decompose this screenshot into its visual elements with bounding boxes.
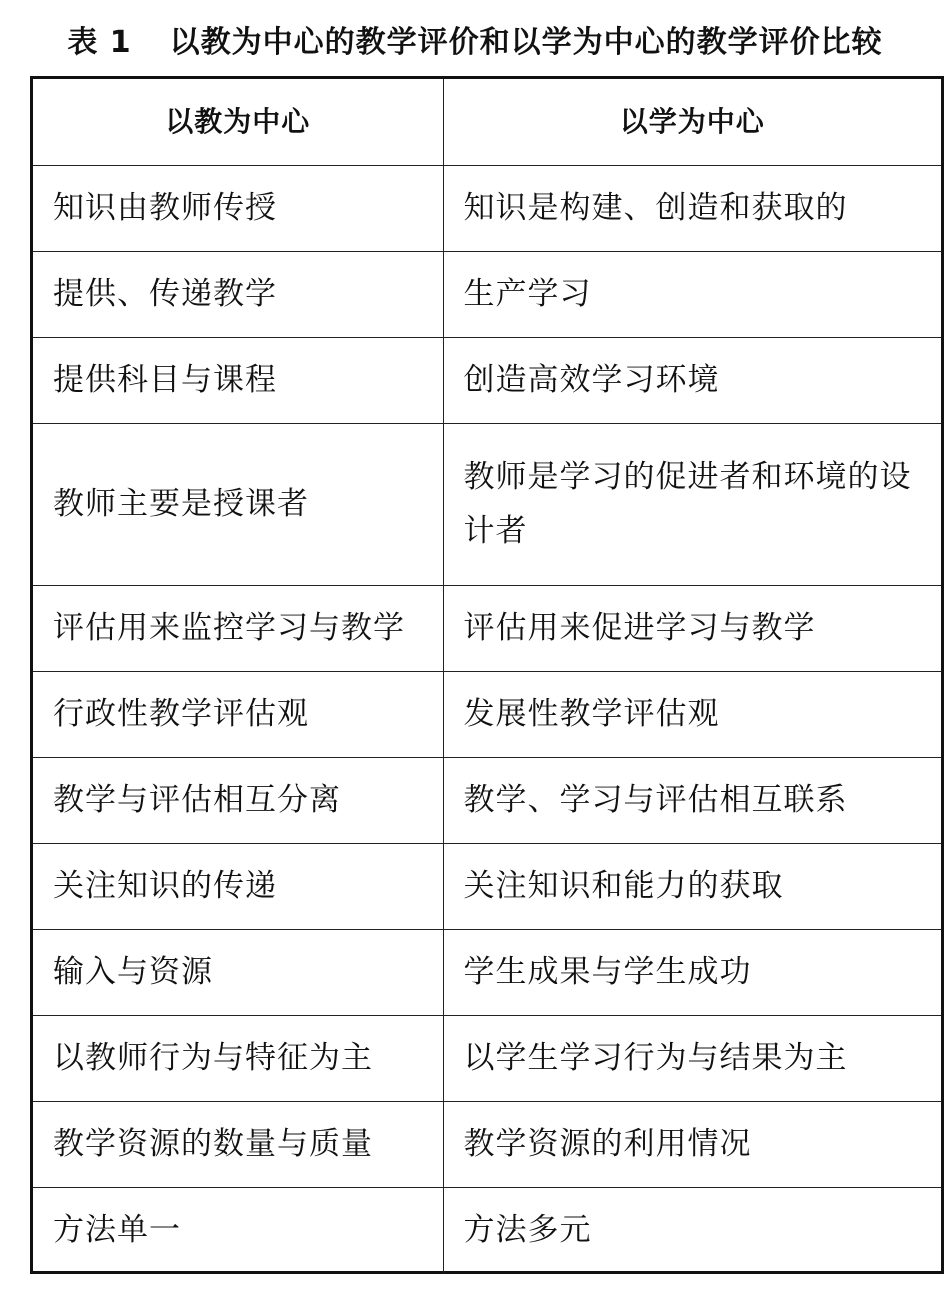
table-row xyxy=(33,337,941,423)
cell-learner-centered: 方法多元 xyxy=(443,1187,941,1273)
table-row xyxy=(33,165,941,251)
cell-learner-centered: 教学资源的利用情况 xyxy=(443,1101,941,1187)
table-row xyxy=(33,1015,941,1101)
table-header-row xyxy=(33,79,941,165)
cell-learner-centered: 学生成果与学生成功 xyxy=(443,929,941,1015)
cell-teacher-centered: 输入与资源 xyxy=(33,929,443,1015)
cell-teacher-centered: 方法单一 xyxy=(33,1187,443,1273)
table-row xyxy=(33,423,941,585)
cell-learner-centered: 以学生学习行为与结果为主 xyxy=(443,1015,941,1101)
table-row xyxy=(33,843,941,929)
cell-learner-centered: 关注知识和能力的获取 xyxy=(443,843,941,929)
cell-teacher-centered: 提供、传递教学 xyxy=(33,251,443,337)
cell-learner-centered: 创造高效学习环境 xyxy=(443,337,941,423)
table-title: 以教为中心的教学评价和以学为中心的教学评价比较 xyxy=(169,25,883,60)
cell-teacher-centered: 教学资源的数量与质量 xyxy=(33,1101,443,1187)
cell-learner-centered: 发展性教学评估观 xyxy=(443,671,941,757)
column-header-teacher-centered: 以教为中心 xyxy=(33,79,443,165)
cell-learner-centered: 教师是学习的促进者和环境的设计者 xyxy=(443,423,941,585)
cell-teacher-centered: 行政性教学评估观 xyxy=(33,671,443,757)
cell-teacher-centered: 知识由教师传授 xyxy=(33,165,443,251)
cell-learner-centered: 生产学习 xyxy=(443,251,941,337)
column-header-learner-centered: 以学为中心 xyxy=(443,79,941,165)
comparison-table xyxy=(30,76,944,1274)
table-row xyxy=(33,671,941,757)
table-row xyxy=(33,251,941,337)
comparison-table-grid xyxy=(33,79,941,1273)
table-row xyxy=(33,1101,941,1187)
cell-teacher-centered: 关注知识的传递 xyxy=(33,843,443,929)
table-row xyxy=(33,757,941,843)
table-row xyxy=(33,929,941,1015)
cell-teacher-centered: 提供科目与课程 xyxy=(33,337,443,423)
cell-teacher-centered: 教师主要是授课者 xyxy=(33,423,443,585)
cell-teacher-centered: 评估用来监控学习与教学 xyxy=(33,585,443,671)
table-caption xyxy=(0,14,950,64)
table-number: 表 1 xyxy=(67,25,132,60)
cell-learner-centered: 评估用来促进学习与教学 xyxy=(443,585,941,671)
table-row xyxy=(33,1187,941,1273)
cell-learner-centered: 知识是构建、创造和获取的 xyxy=(443,165,941,251)
table-row xyxy=(33,585,941,671)
cell-learner-centered: 教学、学习与评估相互联系 xyxy=(443,757,941,843)
cell-teacher-centered: 教学与评估相互分离 xyxy=(33,757,443,843)
cell-teacher-centered: 以教师行为与特征为主 xyxy=(33,1015,443,1101)
